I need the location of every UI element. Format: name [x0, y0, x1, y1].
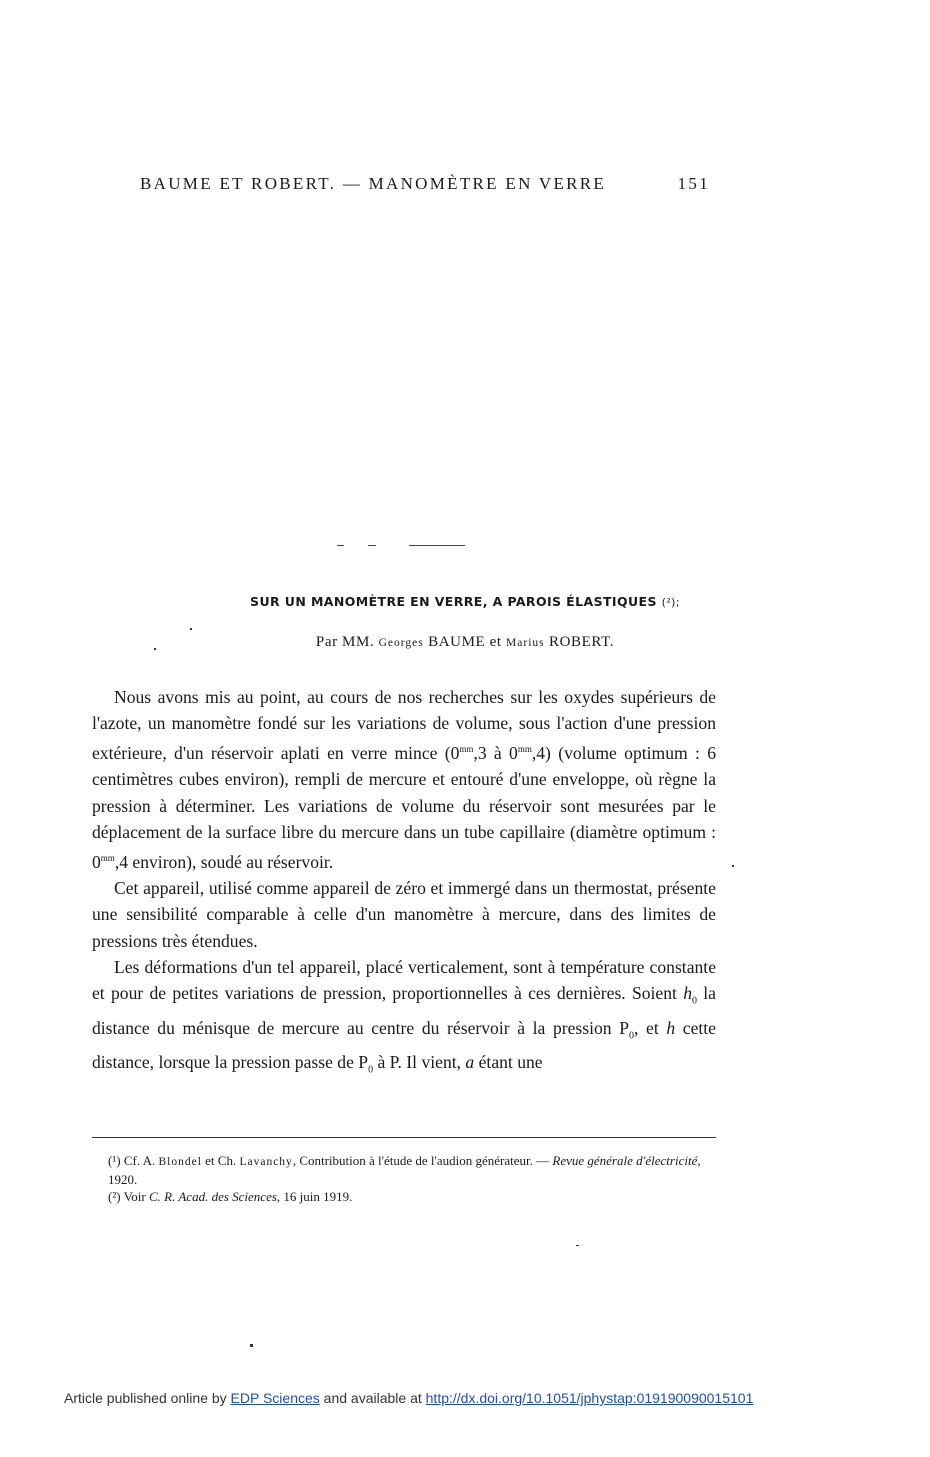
- author-first-name: Georges: [378, 637, 424, 649]
- publication-notice: [64, 1390, 753, 1406]
- footnotes: [108, 1152, 716, 1205]
- byline-conjunction: et: [489, 634, 502, 650]
- publisher-link[interactable]: EDP Sciences: [230, 1390, 320, 1406]
- separator-line: [409, 545, 465, 546]
- scan-speck: [732, 865, 734, 867]
- scan-speck: [154, 648, 156, 650]
- footnote-rule: [92, 1137, 716, 1138]
- notice-middle: and available at: [323, 1390, 422, 1406]
- running-head-title: BAUME ET ROBERT. — MANOMÈTRE EN VERRE: [140, 174, 607, 193]
- byline: [0, 634, 930, 651]
- scan-speck: [250, 1344, 253, 1347]
- separator-dash: [368, 545, 376, 546]
- running-head: [140, 174, 710, 196]
- author-last-name: BAUME: [428, 634, 486, 650]
- footnote-2: (²) Voir C. R. Acad. des Sciences, 16 juin 1919.: [108, 1189, 353, 1204]
- page-number: 151: [677, 174, 710, 193]
- scan-speck: [576, 1245, 579, 1246]
- article-title: [0, 594, 930, 609]
- author-first-name: Marius: [506, 637, 545, 649]
- separator-dash: [337, 545, 344, 546]
- article-body: [92, 684, 716, 1084]
- doi-link[interactable]: http://dx.doi.org/10.1051/jphystap:019190090015101: [425, 1390, 754, 1406]
- scan-speck: [190, 628, 192, 630]
- paragraph: Les déformations d'un tel appareil, placé verticalement, sont à température constante et pour de petites variations de pression, proportionnelles à ces dernières. Soient $h_0$ la distance du ménisque de mercure au centre du réservoir à la pression $P_0$, et h cette distance, lorsque la pression passe de $P_0$ à P. Il vient, a étant une: [92, 956, 716, 1076]
- title-footnote-marker: (²);: [661, 596, 680, 609]
- notice-prefix: Article published online by: [64, 1390, 227, 1406]
- author-last-name: ROBERT.: [548, 634, 615, 650]
- article-title-text: SUR UN MANOMÈTRE EN VERRE, A PAROIS ÉLASTIQUES: [250, 594, 657, 609]
- paragraph: Cet appareil, utilisé comme appareil de zéro et immergé dans un thermostat, présente une sensibilité comparable à celle d'un manomètre à mercure, dans des limites de pressions très étendues.: [92, 878, 716, 951]
- footnote-1: (¹) Cf. A. Blondel et Ch. Lavanchy, Contribution à l'étude de l'audion générateur. — Revue générale d'électricité, 1920.: [108, 1153, 701, 1187]
- byline-prefix: Par MM.: [315, 634, 375, 650]
- paragraph: Nous avons mis au point, au cours de nos recherches sur les oxydes supérieurs de l'azote, un manomètre fondé sur les variations de volume, sous l'action d'une pression extérieure, d'un réservoir aplati en verre mince ($0^{mm},3$ à $0^{mm},4$) (volume optimum : 6 centimètres cubes environ), rempli de mercure et entouré d'une enveloppe, où règne la pression à déterminer. Les variations de volume du réservoir sont mesurées par le déplacement de la surface libre du mercure dans un tube capillaire (diamètre optimum : $0^{mm},4$ environ), soudé au réservoir.: [92, 687, 716, 872]
